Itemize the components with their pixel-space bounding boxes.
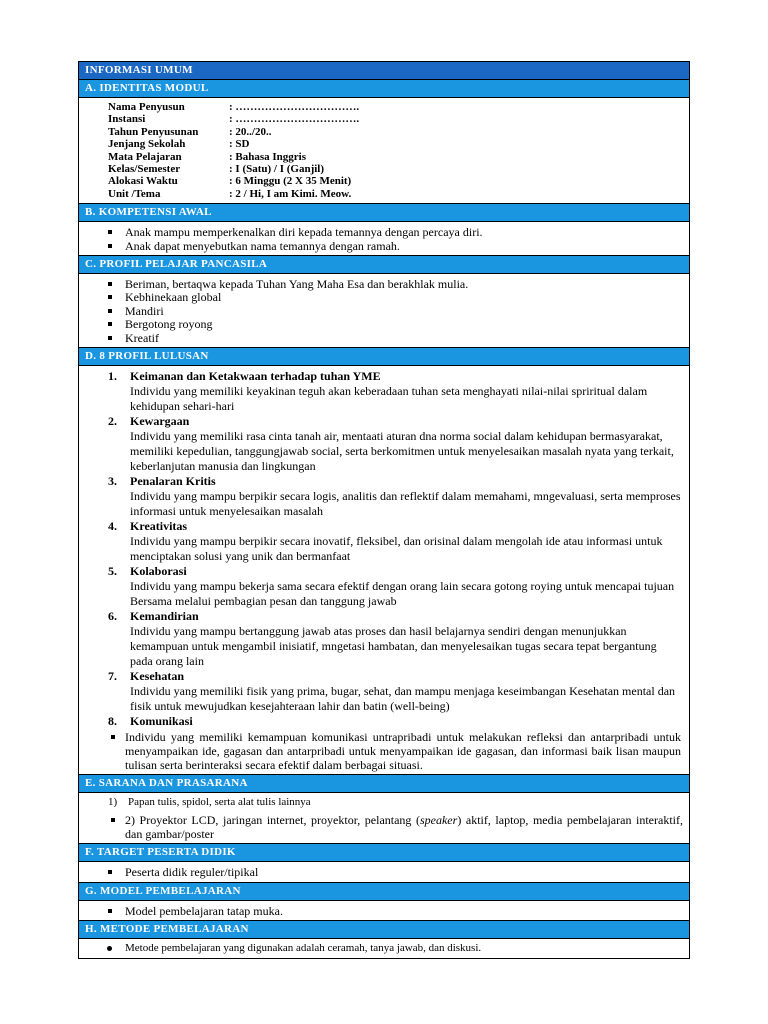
profil-item	[108, 609, 681, 669]
profil-title: Kolaborasi	[130, 564, 187, 579]
identitas-value: : 2 / Hi, I am Kimi. Meow.	[229, 187, 352, 200]
identitas-label: Kelas/Semester	[108, 163, 181, 176]
sarana-section	[79, 793, 689, 844]
metode-pembelajaran-section	[79, 939, 689, 958]
profil-description: Individu yang memiliki fisik yang prima, bugar, sehat, dan mampu menjaga keseimbangan Kesehatan mental dan fisik untuk mewujudkan kesejahteraan lahir dan batin (well-being)	[130, 684, 676, 714]
section-header-target-peserta-didik: F. TARGET PESERTA DIDIK	[79, 844, 689, 862]
list-item: Anak dapat menyebutkan nama temannya dengan ramah.	[125, 240, 689, 253]
list-item: Mandiri	[125, 305, 689, 318]
identitas-label: Alokasi Waktu	[108, 175, 178, 188]
profil-number: 8.	[108, 714, 117, 729]
profil-pelajar-section	[79, 274, 689, 348]
list-item: Peserta didik reguler/tipikal	[125, 866, 689, 879]
section-header-profil-pelajar-pancasila: C. PROFIL PELAJAR PANCASILA	[79, 256, 689, 274]
profil-number: 2.	[108, 414, 117, 429]
section-header-identitas-modul: A. IDENTITAS MODUL	[79, 80, 689, 98]
identitas-value: : I (Satu) / I (Ganjil)	[229, 163, 325, 176]
profil-title: Penalaran Kritis	[130, 474, 216, 489]
module-document	[78, 61, 690, 959]
section-header-model-pembelajaran: G. MODEL PEMBELAJARAN	[79, 883, 689, 901]
list-item: Kreatif	[125, 332, 689, 345]
list-item	[108, 795, 683, 810]
identitas-value: : Bahasa Inggris	[229, 150, 307, 163]
list-text: ) aktif, laptop, media pembelajaran interaktif, dan gambar/poster	[125, 813, 683, 842]
list-text: Papan tulis, spidol, serta alat tulis lainnya	[128, 796, 311, 809]
profil-description: Individu yang mampu berpikir secara inovatif, fleksibel, dan orisinal dalam mengolah ide atau informasi untuk menciptakan solusi yang unik dan bermanfaat	[130, 534, 663, 564]
profil-description: Individu yang memiliki keyakinan teguh akan keberadaan tuhan seta menghayati nilai-nilai spriritual dalam kehidupan sehari-hari	[130, 384, 648, 414]
profil-item	[108, 564, 681, 609]
profil-item	[108, 474, 681, 519]
profil-lulusan-section	[79, 366, 689, 775]
list-number: 1)	[108, 796, 118, 809]
list-item: Metode pembelajaran yang digunakan adalah ceramah, tanya jawab, dan diskusi.	[125, 942, 689, 955]
identitas-row	[108, 151, 689, 163]
profil-description: Individu yang memiliki kemampuan komunikasi untrapribadi untuk melakukan refleksi dan antarpribadi untuk menyampaikan ide, gagasan dan antarpribadi untuk menyampaikan ide gagasan, dan informasi baik lisan maupun tulisan serta berinteraksi secara efektif dalam berbagai situasi.	[108, 730, 681, 772]
section-header-informasi-umum: INFORMASI UMUM	[79, 62, 689, 80]
profil-number: 7.	[108, 669, 117, 684]
list-item: Bergotong royong	[125, 318, 689, 331]
profil-item	[108, 669, 681, 714]
list-item: Model pembelajaran tatap muka.	[125, 905, 689, 918]
identitas-row	[108, 138, 689, 150]
identitas-row	[108, 188, 689, 200]
identitas-label: Instansi	[108, 113, 146, 126]
identitas-label: Tahun Penyusunan	[108, 125, 199, 138]
identitas-row	[108, 113, 689, 125]
profil-description: Individu yang mampu bertanggung jawab atas proses dan hasil belajarnya sendiri dengan menunjukkan kemampuan untuk mengambil inisiatif, mngetasi hambatan, dan menyelesaikan tugas secara tepat bergantung pada orang lain	[130, 624, 657, 669]
list-item: Beriman, bertaqwa kepada Tuhan Yang Maha Esa dan berakhlak mulia.	[125, 278, 689, 291]
identitas-value: : …………………………….	[229, 101, 360, 113]
profil-item	[108, 714, 681, 729]
profil-description: Individu yang mampu berpikir secara logis, analitis dan reflektif dalam memahami, mngevaluasi, serta memproses informasi untuk menyelesaikan masalah	[130, 489, 681, 519]
identitas-label: Nama Penyusun	[108, 101, 185, 113]
profil-item	[108, 414, 681, 474]
list-item	[108, 813, 683, 841]
profil-description: Individu yang memiliki rasa cinta tanah air, mentaati aturan dna norma social dalam kehidupan bermasyarakat, memiliki kepedulian, tanggungjawab social, serta berkomitmen untuk menyelesaikan masalah nyata yang terkait, keberlanjutan manusia dan lingkungan	[130, 429, 674, 474]
profil-number: 3.	[108, 474, 117, 489]
profil-title: Keimanan dan Ketakwaan terhadap tuhan YME	[130, 369, 381, 384]
section-header-profil-lulusan: D. 8 PROFIL LULUSAN	[79, 348, 689, 366]
identitas-value: : 6 Minggu (2 X 35 Menit)	[229, 175, 352, 188]
section-header-sarana-prasarana: E. SARANA DAN PRASARANA	[79, 775, 689, 793]
identitas-value: : SD	[229, 138, 250, 151]
profil-item	[108, 369, 681, 414]
profil-title: Kreativitas	[130, 519, 188, 534]
profil-item	[108, 519, 681, 564]
identitas-row	[108, 175, 689, 187]
list-item: Anak mampu memperkenalkan diri kepada temannya dengan percaya diri.	[125, 226, 689, 239]
profil-number: 1.	[108, 369, 117, 384]
list-item: Kebhinekaan global	[125, 291, 689, 304]
identitas-label: Jenjang Sekolah	[108, 138, 186, 151]
profil-number: 4.	[108, 519, 117, 534]
section-header-metode-pembelajaran: H. METODE PEMBELAJARAN	[79, 921, 689, 939]
identitas-row	[108, 126, 689, 138]
profil-title: Kemandirian	[130, 609, 199, 624]
identitas-label: Mata Pelajaran	[108, 150, 182, 163]
list-text-italic: speaker	[419, 813, 458, 828]
identitas-value: : …………………………….	[229, 113, 360, 126]
section-header-kompetensi-awal: B. KOMPETENSI AWAL	[79, 204, 689, 222]
model-pembelajaran-section	[79, 901, 689, 921]
profil-number: 6.	[108, 609, 117, 624]
identitas-label: Unit /Tema	[108, 187, 161, 200]
profil-title: Komunikasi	[130, 714, 193, 729]
identitas-row	[108, 163, 689, 175]
profil-number: 5.	[108, 564, 117, 579]
kompetensi-awal-section	[79, 222, 689, 256]
identitas-row	[108, 101, 689, 113]
identitas-modul-table	[79, 98, 689, 204]
profil-description: Individu yang mampu bekerja sama secara efektif dengan orang lain secara gotong roying untuk mencapai tujuan Bersama melalui pembagian pesan dan tanggung jawab	[130, 579, 675, 609]
profil-title: Kewargaan	[130, 414, 190, 429]
profil-title: Kesehatan	[130, 669, 184, 684]
list-text: 2) Proyektor LCD, jaringan internet, proyektor, pelantang (	[125, 813, 420, 828]
target-peserta-section	[79, 862, 689, 882]
identitas-value: : 20../20..	[229, 125, 272, 138]
